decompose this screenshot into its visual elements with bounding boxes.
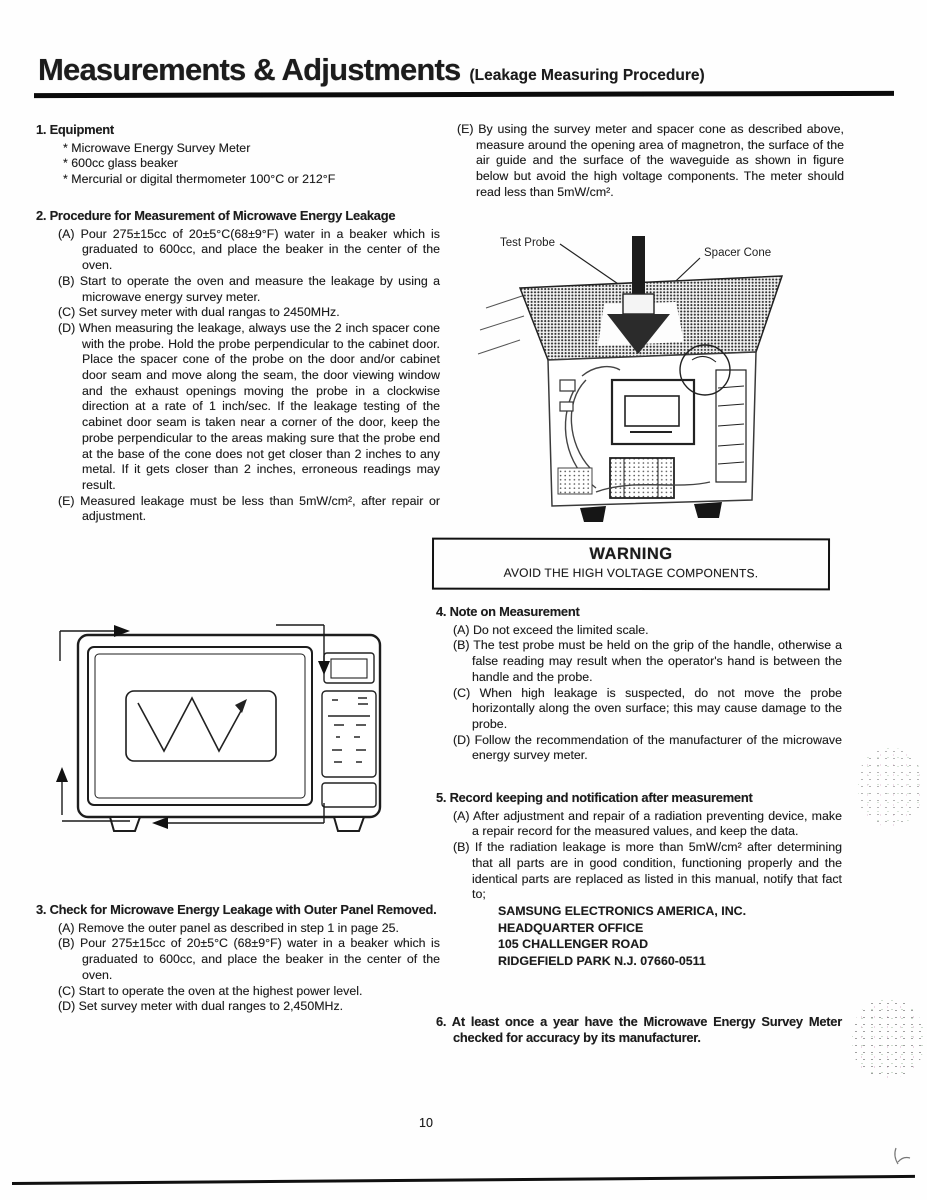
list-item: (C) When high leakage is suspected, do not move the probe horizontally along the oven surface; this may cause damage to the probe. — [453, 685, 842, 731]
list-item: (A) Remove the outer panel as described in step 1 in page 25. — [58, 920, 399, 935]
warning-box — [432, 538, 830, 591]
list-item: (E) By using the survey meter and spacer cone as described above, measure around the opening area of magnetron, the surface of the air guide and the surface of the waveguide as shown in figure below but avoid the high voltage components. The meter should read less than 5mW/cm². — [457, 122, 844, 199]
bottom-rule — [12, 1175, 915, 1185]
list-item: (D) Follow the recommendation of the manufacturer of the microwave energy survey meter. — [453, 732, 842, 763]
section-note-on-measurement — [436, 604, 842, 764]
address-line: 105 CHALLENGER ROAD — [498, 937, 649, 952]
list-item: (B) Start to operate the oven and measure the leakage by using a microwave energy survey meter. — [58, 273, 440, 304]
section-record-keeping — [436, 790, 842, 969]
section-heading: 5. Record keeping and notification after measurement — [436, 790, 753, 805]
list-item: (B) Pour 275±15cc of 20±5°C (68±9°F) water in a beaker which is graduated to 600cc, and place the beaker in the center of the oven. — [58, 936, 440, 982]
section-equipment — [36, 122, 440, 188]
section-heading: 4. Note on Measurement — [436, 604, 580, 619]
page-number: 10 — [419, 1116, 433, 1130]
figure-label-spacer-cone: Spacer Cone — [704, 247, 772, 259]
list-item: * Microwave Energy Survey Meter — [63, 140, 251, 155]
figure-label-test-probe: Test Probe — [500, 237, 555, 249]
section-heading: 6. At least once a year have the Microwave Energy Survey Meter checked for accuracy by its manufacturer. — [436, 1014, 842, 1045]
section-outer-panel-check — [36, 902, 440, 1015]
page-header — [38, 52, 898, 88]
warning-title: WARNING — [589, 544, 673, 564]
list-item: * 600cc glass beaker — [63, 156, 179, 171]
list-item: (A) Do not exceed the limited scale. — [453, 622, 649, 637]
list-item: (A) Pour 275±15cc of 20±5°C(68±9°F) water in a beaker which is graduated to 600cc, and place the beaker in the center of the oven. — [58, 226, 441, 273]
magnetron-probe-figure — [462, 230, 834, 532]
list-item: (D) When measuring the leakage, always use the 2 inch spacer cone with the probe. Hold the probe perpendicular to the cabinet door. Place the spacer cone of the probe on the door and/or cabinet door seam and move along the seam, the door viewing window and the exhaust openings moving the probe in a clockwise direction at a rate of 1 inch/sec. If the leakage testing of the cabinet door seam is taken near a corner of the door, keep the probe perpendicular to the areas making sure that the probe end at the base of the cone does not get closer than 2 inches to any metal. If it gets closer than 2 inches, erroneous readings may result. — [58, 320, 440, 492]
section-heading: 1. Equipment — [36, 122, 114, 137]
paragraph-survey-meter — [440, 122, 844, 201]
scan-speckle — [852, 1000, 924, 1078]
bullet: * — [63, 156, 68, 171]
list-item: * Mercurial or digital thermometer 100°C or 212°F — [63, 172, 336, 187]
list-item: (D) Set survey meter with dual ranges to 2,450MHz. — [58, 999, 344, 1014]
scan-mark — [888, 1146, 918, 1172]
section-heading: 2. Procedure for Measurement of Microwave Energy Leakage — [36, 208, 396, 223]
list-item: (B) The test probe must be held on the grip of the handle, otherwise a false reading may result when the operator's hand is between the handle and the probe. — [453, 638, 842, 684]
bullet: * — [63, 172, 68, 187]
address-line: SAMSUNG ELECTRONICS AMERICA, INC. — [498, 903, 747, 918]
list-item: (A) After adjustment and repair of a radiation preventing device, make a repair record for the measured values, and keep the data. — [453, 808, 842, 839]
page-subtitle: (Leakage Measuring Procedure) — [469, 67, 705, 84]
list-item: (C) Start to operate the oven at the highest power level. — [58, 983, 363, 998]
section-annual-check — [436, 1014, 842, 1048]
section-heading: 3. Check for Microwave Energy Leakage with Outer Panel Removed. — [36, 902, 437, 917]
list-item: (C) Set survey meter with dual rangas to 2450MHz. — [58, 305, 340, 320]
section-procedure — [36, 208, 440, 525]
warning-text: AVOID THE HIGH VOLTAGE COMPONENTS. — [503, 565, 759, 581]
page-title: Measurements & Adjustments — [38, 52, 461, 87]
scan-speckle — [858, 748, 922, 826]
address-line: RIDGEFIELD PARK N.J. 07660-0511 — [498, 953, 706, 968]
address-line: HEADQUARTER OFFICE — [498, 920, 644, 935]
oven-leakage-path-figure — [48, 603, 420, 863]
bullet: * — [63, 140, 68, 155]
list-item: (B) If the radiation leakage is more than 5mW/cm² after determining that all parts are in good condition, functioning properly and the identical parts are replaced as listed in this manual, notify that fact to; — [453, 840, 842, 902]
title-rule — [34, 91, 894, 98]
list-item: (E) Measured leakage must be less than 5mW/cm², after repair or adjustment. — [58, 493, 440, 524]
